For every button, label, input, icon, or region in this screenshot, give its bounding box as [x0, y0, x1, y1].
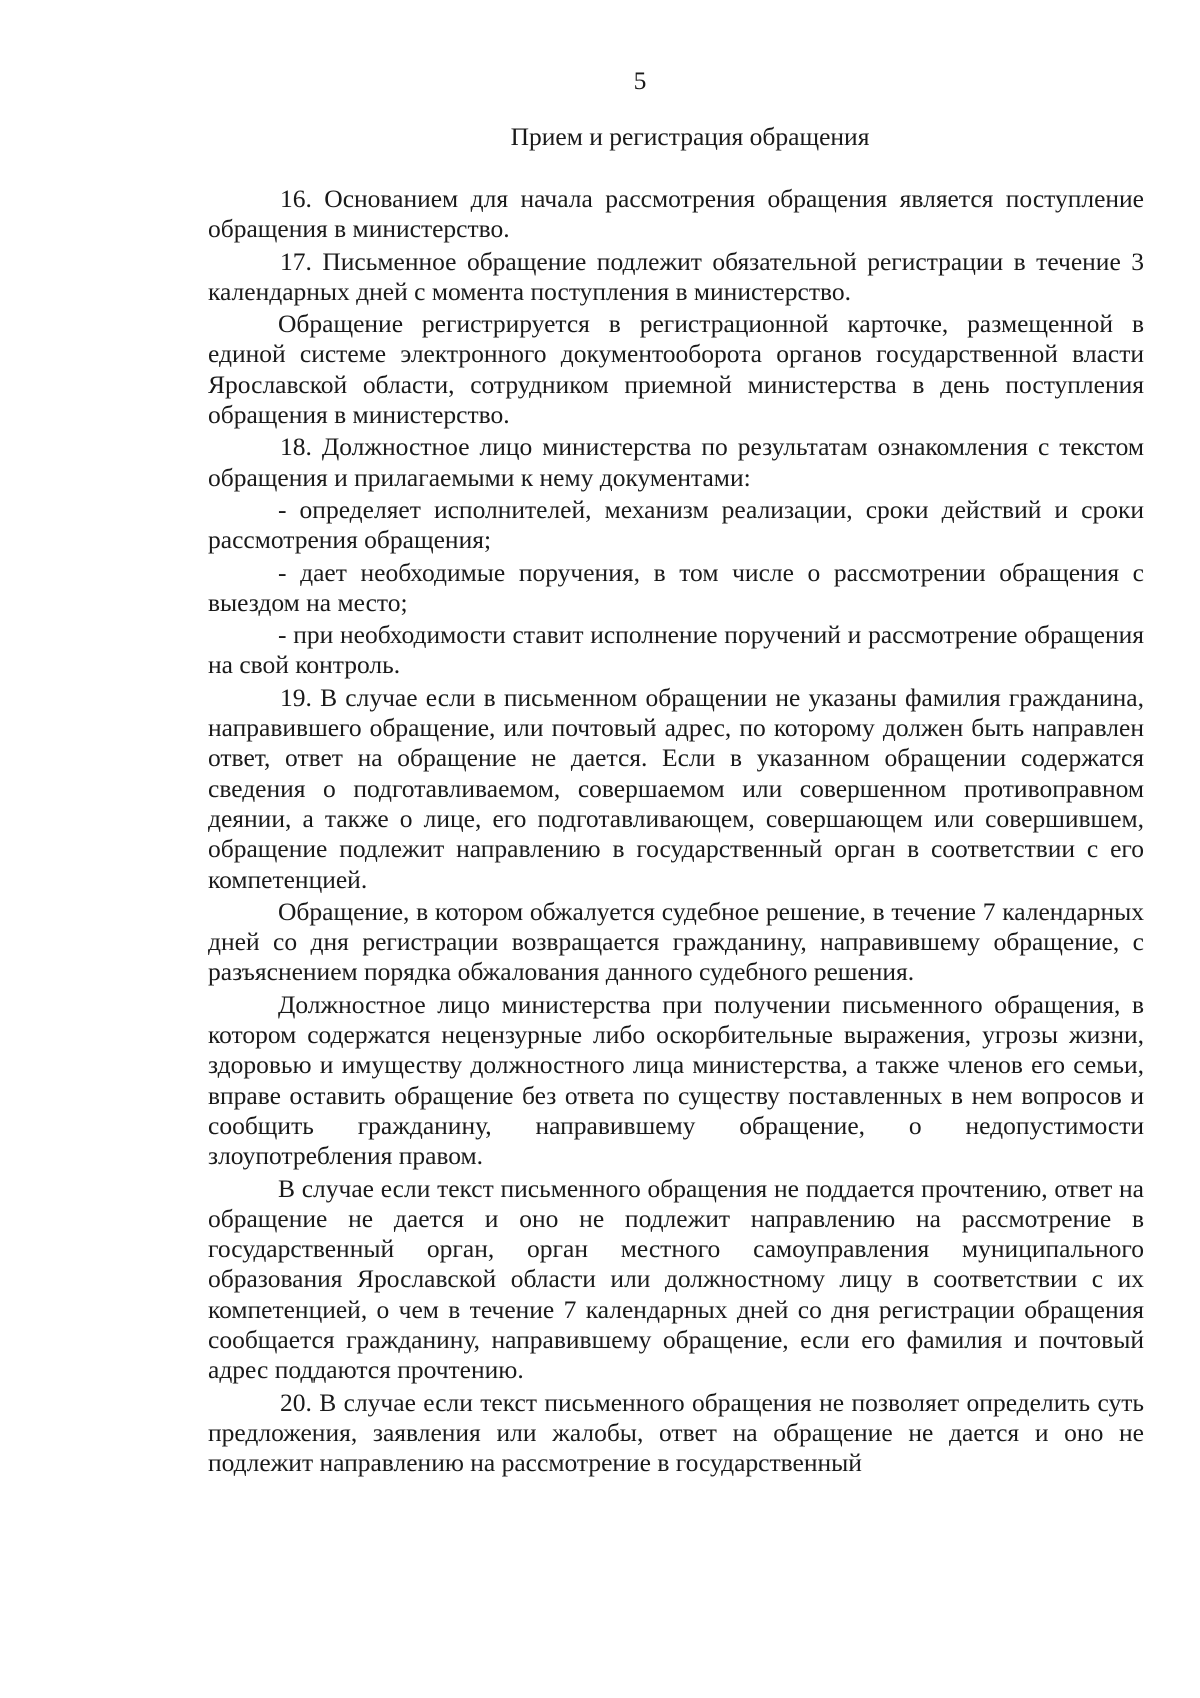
paragraph-19-offensive: Должностное лицо министерства при получении письменного обращения, в котором содержатся нецензурные либо оскорбительные выражения, угрозы жизни, здоровью и имуществу должностного лица министерства, а также членов его семьи, вправе оставить обращение без ответа по существу поставленных в нем вопросов и сообщить гражданину, направившему обращение, о недопустимости злоупотребления правом.: [208, 989, 1144, 1171]
paragraph-17: 17. Письменное обращение подлежит обязательной регистрации в течение 3 календарных дней с момента поступления в министерство.: [208, 246, 1144, 306]
page-number: 5: [633, 66, 647, 95]
document-body: [208, 184, 1144, 1480]
paragraph-19-unreadable: В случае если текст письменного обращения не поддается прочтению, ответ на обращение не дается и оно не подлежит направлению на рассмотрение в государственный орган, орган местного самоуправления муниципального образования Ярославской области или должностному лицу в соответствии с их компетенцией, о чем в течение 7 календарных дней со дня регистрации обращения сообщается гражданину, направившему обращение, если его фамилия и почтовый адрес поддаются прочтению.: [208, 1173, 1144, 1385]
list-item-executors: - определяет исполнителей, механизм реализации, сроки действий и сроки рассмотрения обращения;: [208, 494, 1144, 555]
paragraph-20: 20. В случае если текст письменного обращения не позволяет определить суть предложения, заявления или жалобы, ответ на обращение не дается и оно не подлежит направлению на рассмотрение в государственный: [208, 1387, 1144, 1478]
section-title: Прием и регистрация обращения: [510, 122, 870, 151]
list-item-instructions: - дает необходимые поручения, в том числе о рассмотрении обращения с выездом на место;: [208, 557, 1144, 617]
paragraph-18: 18. Должностное лицо министерства по результатам ознакомления с текстом обращения и прилагаемыми к нему документами:: [208, 432, 1144, 492]
paragraph-16: 16. Основанием для начала рассмотрения обращения является поступление обращения в министерство.: [208, 184, 1144, 244]
paragraph-17-registration: Обращение регистрируется в регистрационной карточке, размещенной в единой системе электронного документооборота органов государственной власти Ярославской области, сотрудником приемной министерства в день поступления обращения в министерство.: [208, 309, 1144, 430]
paragraph-19-court-decision: Обращение, в котором обжалуется судебное решение, в течение 7 календарных дней со дня регистрации возвращается гражданину, направившему обращение, с разъяснением порядка обжалования данного судебного решения.: [208, 896, 1144, 987]
paragraph-19: 19. В случае если в письменном обращении не указаны фамилия гражданина, направившего обращение, или почтовый адрес, по которому должен быть направлен ответ, ответ на обращение не дается. Если в указанном обращении содержатся сведения о подготавливаемом, совершаемом или совершенном противоправном деянии, а также о лице, его подготавливающем, совершающем или совершившем, обращение подлежит направлению в государственный орган в соответствии с его компетенцией.: [208, 682, 1144, 894]
list-item-control: - при необходимости ставит исполнение поручений и рассмотрение обращения на свой контроль.: [208, 620, 1144, 680]
